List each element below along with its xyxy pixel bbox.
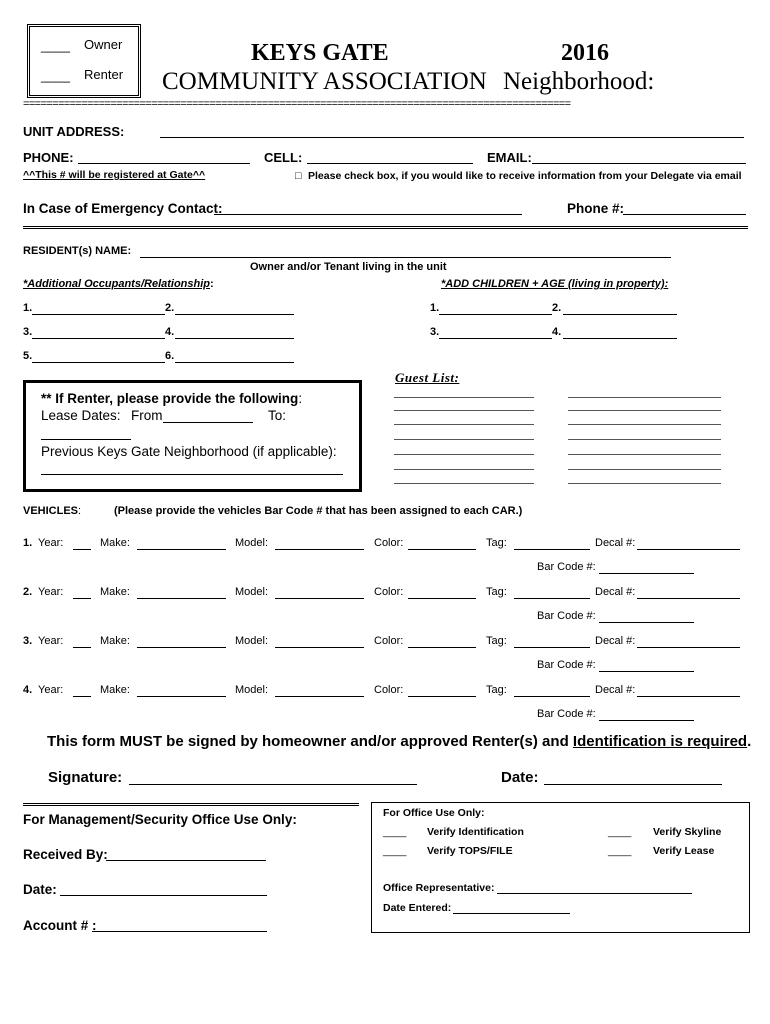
occupant-2-number: 2.	[165, 302, 175, 314]
signature-label: Signature:	[48, 769, 123, 786]
vehicle-3-color-field[interactable]	[408, 647, 476, 648]
vehicle-2-barcode-field[interactable]	[599, 622, 694, 623]
vehicle-4-year-field[interactable]	[73, 696, 91, 697]
verify-skyline-label: Verify Skyline	[653, 826, 722, 838]
child-4-field[interactable]	[563, 338, 677, 339]
vehicle-4-tag-field[interactable]	[514, 696, 590, 697]
vehicle-1-decal-label: Decal #:	[595, 537, 636, 549]
vehicle-2-decal-field[interactable]	[637, 598, 740, 599]
vehicle-2-decal-label: Decal #:	[595, 586, 636, 598]
lease-to-label: To:	[268, 408, 287, 423]
unit-address-field[interactable]	[160, 137, 744, 138]
vehicle-4-decal-label: Decal #:	[595, 684, 636, 696]
vehicle-3-tag-label: Tag:	[486, 635, 507, 647]
vehicle-3-color-label: Color:	[374, 635, 404, 647]
vehicle-1-year-label: Year:	[38, 537, 64, 549]
occupant-5-number: 5.	[23, 350, 33, 362]
vehicle-4-color-field[interactable]	[408, 696, 476, 697]
email-label: EMAIL:	[487, 150, 532, 165]
received-by-field[interactable]	[106, 860, 266, 861]
vehicle-4-model-field[interactable]	[275, 696, 364, 697]
lease-dates-label: Lease Dates:	[41, 408, 121, 423]
owner-label: Owner	[84, 37, 123, 52]
renter-checkbox-blank[interactable]: ____	[41, 68, 70, 83]
date-entered-field[interactable]	[453, 913, 570, 914]
guest-right-line-2[interactable]	[568, 410, 721, 411]
vehicles-instruction: (Please provide the vehicles Bar Code # that has been assigned to each CAR.)	[114, 505, 523, 517]
vehicle-2-make-label: Make:	[100, 586, 130, 598]
guest-left-line-6[interactable]	[394, 469, 534, 470]
vehicle-2-make-field[interactable]	[137, 598, 226, 599]
verify-id-blank[interactable]: ____	[383, 826, 407, 838]
renter-label: Renter	[84, 67, 124, 82]
gate-registration-note: ^^This # will be registered at Gate^^	[23, 169, 206, 181]
guest-left-line-1[interactable]	[394, 397, 534, 398]
lease-from-field[interactable]	[163, 422, 253, 423]
management-date-label: Date:	[23, 882, 57, 897]
vehicle-4-number: 4.	[23, 684, 33, 696]
management-date-field[interactable]	[60, 895, 267, 896]
received-by-label: Received By:	[23, 847, 108, 862]
child-1-number: 1.	[430, 302, 440, 314]
verify-lease-blank[interactable]: ____	[608, 845, 632, 857]
vehicle-1-row	[23, 537, 748, 553]
office-rep-label: Office Representative:	[383, 882, 495, 894]
guest-left-line-4[interactable]	[394, 439, 534, 440]
vehicle-3-barcode-label: Bar Code #:	[537, 659, 596, 671]
occupant-5-field[interactable]	[32, 362, 165, 363]
occupant-6-number: 6.	[165, 350, 175, 362]
verify-tops-label: Verify TOPS/FILE	[427, 845, 513, 857]
cell-field[interactable]	[307, 163, 473, 164]
vehicle-2-model-field[interactable]	[275, 598, 364, 599]
vehicles-label-text: VEHICLES	[23, 505, 79, 517]
vehicle-2-row	[23, 586, 748, 602]
delegate-checkbox[interactable]: □	[295, 170, 302, 182]
renter-heading-text: ** If Renter, please provide the following	[41, 391, 299, 406]
vehicle-1-tag-field[interactable]	[514, 549, 590, 550]
vehicle-3-model-label: Model:	[235, 635, 269, 647]
renter-heading-colon: :	[298, 391, 303, 406]
guest-left-line-7[interactable]	[394, 483, 534, 484]
vehicle-1-year-field[interactable]	[73, 549, 91, 550]
vehicle-4-row	[23, 684, 748, 700]
verify-skyline-blank[interactable]: ____	[608, 826, 632, 838]
lease-to-field[interactable]	[41, 439, 131, 440]
header-separator: ==============================================================================================	[23, 98, 571, 110]
signature-notice-prefix: This form MUST be signed by homeowner and/or approved Renter(s) and	[47, 733, 573, 750]
vehicle-3-decal-field[interactable]	[637, 647, 740, 648]
signature-notice	[47, 733, 751, 750]
guest-right-line-1[interactable]	[568, 397, 721, 398]
vehicle-1-decal-field[interactable]	[637, 549, 740, 550]
signature-notice-id: Identification is required	[572, 733, 748, 750]
occupant-1-field[interactable]	[32, 314, 165, 315]
emergency-phone-label: Phone #:	[567, 201, 625, 216]
occupant-1-number: 1.	[23, 302, 33, 314]
management-heading: For Management/Security Office Use Only:	[23, 812, 297, 827]
signature-field[interactable]	[129, 784, 417, 785]
vehicle-2-barcode-label: Bar Code #:	[537, 610, 596, 622]
vehicle-2-number: 2.	[23, 586, 33, 598]
lease-from-label: From	[131, 408, 163, 423]
emergency-phone-field[interactable]	[623, 214, 746, 215]
occupant-4-field[interactable]	[175, 338, 294, 339]
occupant-6-field[interactable]	[175, 362, 294, 363]
phone-label: PHONE:	[23, 150, 74, 165]
vehicle-2-color-label: Color:	[374, 586, 404, 598]
previous-neighborhood-label: Previous Keys Gate Neighborhood (if applicable):	[41, 444, 337, 459]
email-field[interactable]	[532, 163, 746, 164]
owner-tenant-note: Owner and/or Tenant living in the unit	[250, 261, 447, 273]
vehicle-1-barcode-label: Bar Code #:	[537, 561, 596, 573]
vehicle-1-model-label: Model:	[235, 537, 269, 549]
vehicle-1-color-field[interactable]	[408, 549, 476, 550]
additional-occupants-text: *Additional Occupants/Relationship	[23, 278, 211, 290]
account-field[interactable]	[92, 931, 267, 932]
vehicle-3-year-label: Year:	[38, 635, 64, 647]
vehicle-3-row	[23, 635, 748, 651]
vehicle-1-barcode-field[interactable]	[599, 573, 694, 574]
resident-names-field[interactable]	[140, 257, 671, 258]
verify-id-label: Verify Identification	[427, 826, 524, 838]
vehicle-1-color-label: Color:	[374, 537, 404, 549]
vehicle-1-model-field[interactable]	[275, 549, 364, 550]
vehicle-3-make-label: Make:	[100, 635, 130, 647]
guest-right-line-5[interactable]	[568, 454, 721, 455]
child-3-field[interactable]	[439, 338, 552, 339]
vehicle-1-tag-label: Tag:	[486, 537, 507, 549]
child-1-field[interactable]	[439, 314, 552, 315]
account-label: Account # :	[23, 918, 97, 933]
management-divider	[23, 803, 359, 806]
guest-list-title: Guest List:	[395, 370, 460, 385]
child-2-field[interactable]	[563, 314, 677, 315]
resident-names-label: RESIDENT(s) NAME:	[23, 245, 132, 257]
children-label: *ADD CHILDREN + AGE (living in property):	[441, 278, 669, 290]
additional-occupants-label	[23, 278, 214, 290]
vehicles-label-colon: :	[78, 505, 82, 517]
vehicle-4-model-label: Model:	[235, 684, 269, 696]
cell-label: CELL:	[264, 150, 303, 165]
vehicle-2-tag-label: Tag:	[486, 586, 507, 598]
vehicle-3-make-field[interactable]	[137, 647, 226, 648]
guest-right-line-3[interactable]	[568, 424, 721, 425]
office-heading: For Office Use Only:	[383, 807, 485, 819]
signature-date-field[interactable]	[544, 784, 722, 785]
vehicle-4-decal-field[interactable]	[637, 696, 740, 697]
date-entered-label: Date Entered:	[383, 902, 452, 914]
vehicle-4-barcode-field[interactable]	[599, 720, 694, 721]
owner-checkbox-blank[interactable]: ____	[41, 38, 70, 53]
verify-lease-label: Verify Lease	[653, 845, 715, 857]
neighborhood-label: Neighborhood:	[503, 68, 655, 95]
occupant-3-number: 3.	[23, 326, 33, 338]
title-community-association: COMMUNITY ASSOCIATION	[162, 68, 487, 95]
vehicle-1-number: 1.	[23, 537, 33, 549]
emergency-contact-label: In Case of Emergency Contact:	[23, 201, 223, 216]
occupant-3-field[interactable]	[32, 338, 165, 339]
guest-right-line-7[interactable]	[568, 483, 721, 484]
vehicles-label	[23, 505, 81, 517]
vehicle-2-tag-field[interactable]	[514, 598, 590, 599]
title-keys-gate: KEYS GATE	[251, 40, 389, 66]
vehicle-2-year-field[interactable]	[73, 598, 91, 599]
guest-left-line-2[interactable]	[394, 410, 534, 411]
title-year: 2016	[561, 40, 609, 66]
owner-renter-box	[27, 24, 141, 98]
vehicle-3-year-field[interactable]	[73, 647, 91, 648]
phone-field[interactable]	[78, 163, 250, 164]
vehicle-2-year-label: Year:	[38, 586, 64, 598]
vehicle-4-color-label: Color:	[374, 684, 404, 696]
delegate-email-note: Please check box, if you would like to receive information from your Delegate via email	[308, 170, 742, 182]
occupant-2-field[interactable]	[175, 314, 294, 315]
guest-right-line-6[interactable]	[568, 469, 721, 470]
signature-notice-suffix: .	[747, 733, 752, 750]
emergency-contact-field[interactable]	[214, 214, 522, 215]
verify-tops-blank[interactable]: ____	[383, 845, 407, 857]
vehicle-4-make-label: Make:	[100, 684, 130, 696]
occupant-4-number: 4.	[165, 326, 175, 338]
vehicle-3-tag-field[interactable]	[514, 647, 590, 648]
vehicle-1-make-label: Make:	[100, 537, 130, 549]
vehicle-4-year-label: Year:	[38, 684, 64, 696]
guest-left-line-3[interactable]	[394, 424, 534, 425]
guest-left-line-5[interactable]	[394, 454, 534, 455]
vehicle-1-make-field[interactable]	[137, 549, 226, 550]
child-4-number: 4.	[552, 326, 562, 338]
child-2-number: 2.	[552, 302, 562, 314]
vehicle-3-number: 3.	[23, 635, 33, 647]
previous-neighborhood-field[interactable]	[41, 474, 343, 475]
signature-date-label: Date:	[501, 769, 539, 786]
office-rep-field[interactable]	[497, 893, 692, 894]
vehicle-4-tag-label: Tag:	[486, 684, 507, 696]
child-3-number: 3.	[430, 326, 440, 338]
unit-address-label: UNIT ADDRESS:	[23, 124, 125, 139]
vehicle-2-color-field[interactable]	[408, 598, 476, 599]
vehicle-4-barcode-label: Bar Code #:	[537, 708, 596, 720]
vehicle-2-model-label: Model:	[235, 586, 269, 598]
guest-right-line-4[interactable]	[568, 439, 721, 440]
additional-occupants-colon: :	[210, 278, 214, 290]
vehicle-3-decal-label: Decal #:	[595, 635, 636, 647]
vehicle-3-barcode-field[interactable]	[599, 671, 694, 672]
vehicle-3-model-field[interactable]	[275, 647, 364, 648]
vehicle-4-make-field[interactable]	[137, 696, 226, 697]
emergency-divider	[23, 226, 748, 229]
renter-heading	[41, 391, 302, 406]
